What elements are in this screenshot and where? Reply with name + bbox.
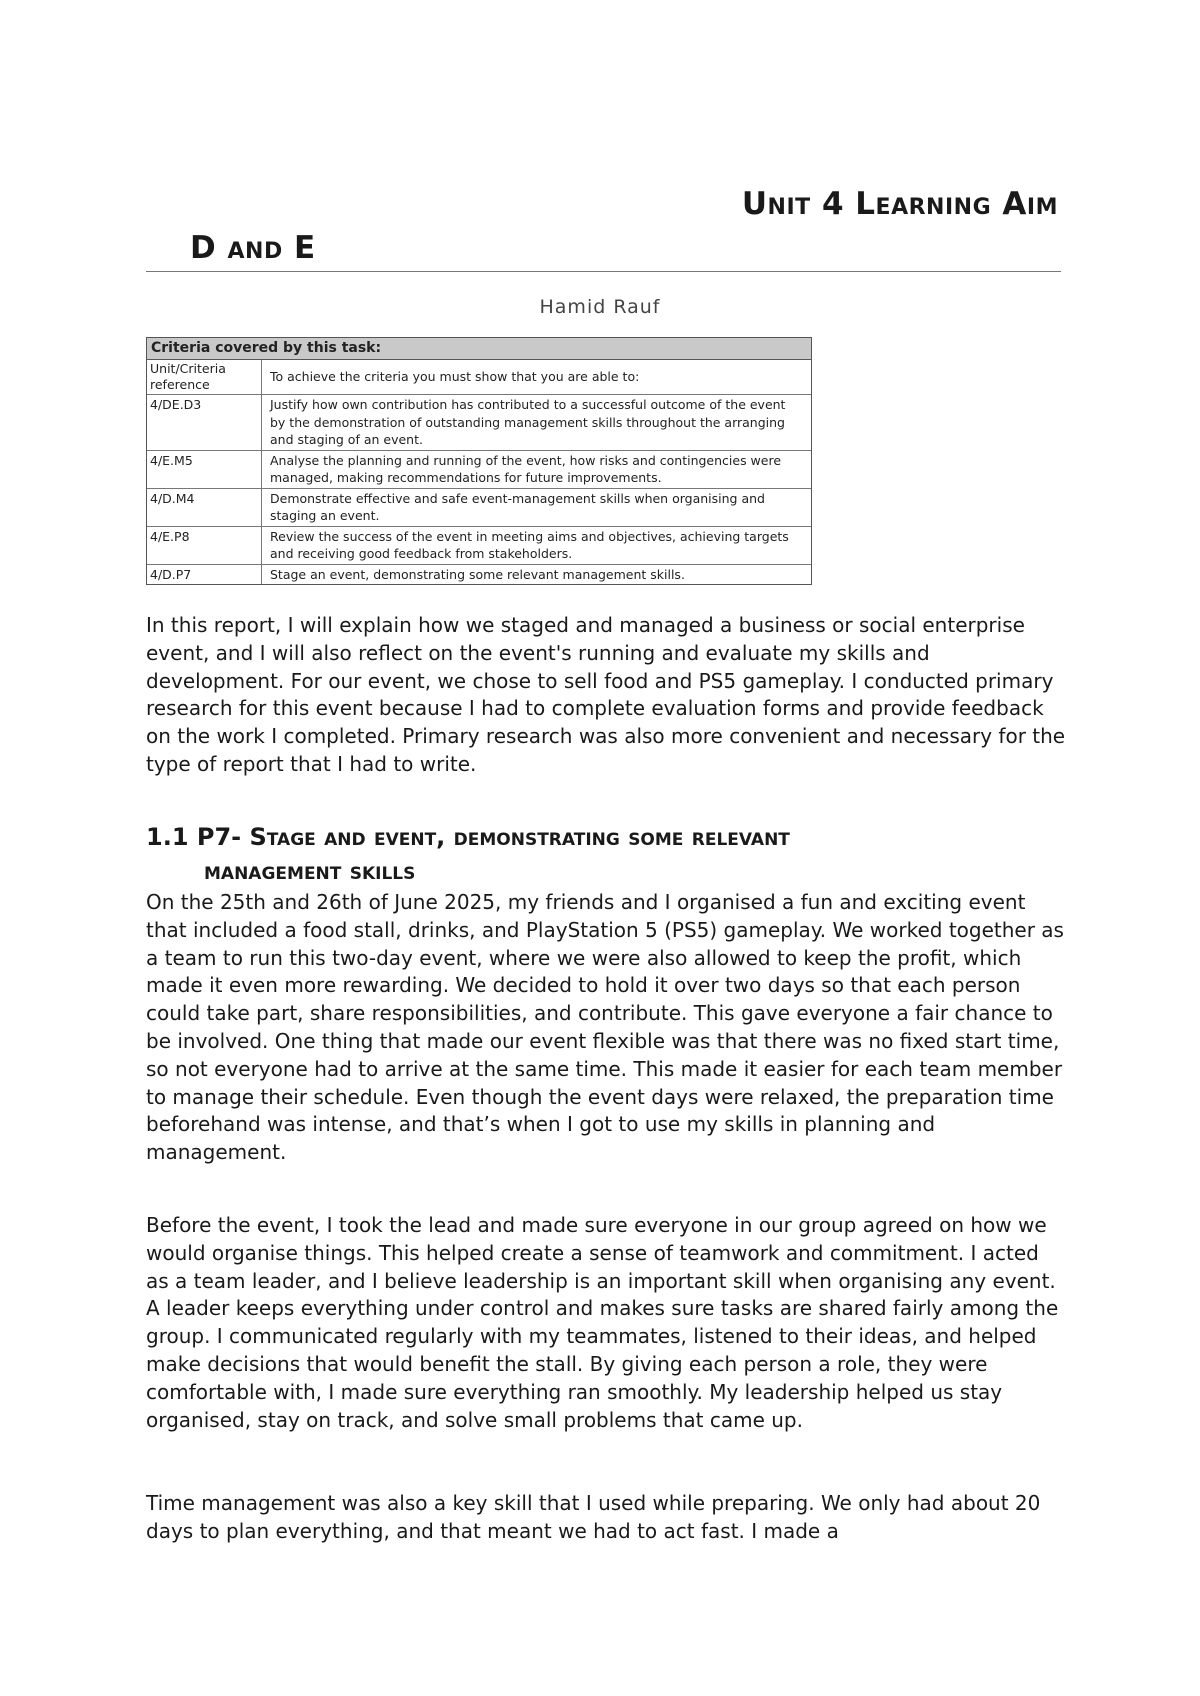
criteria-text: Analyse the planning and running of the event, how risks and contingencies were managed, making recommendations for future improvements. [270,452,782,485]
criteria-ref: 4/E.M5 [147,451,262,488]
criteria-row [147,527,811,565]
column-header-reference: Unit/Criteria reference [147,360,262,394]
document-title: Unit 4 Learning Aim [741,186,1058,222]
criteria-row [147,489,811,527]
section-heading [146,820,1046,888]
document-title-continued: D and E [190,230,316,266]
criteria-ref: 4/D.P7 [147,565,262,585]
criteria-text: Justify how own contribution has contributed to a successful outcome of the event by the demonstration of outstanding management skills throughout the arranging and staging of an event. [270,397,786,447]
criteria-row [147,451,811,489]
body-paragraph: Time management was also a key skill that I used while preparing. We only had about 20 days to plan everything, and that meant we had to act fast. I made a [146,1491,1041,1543]
criteria-table [146,337,812,585]
body-paragraph: Before the event, I took the lead and made sure everyone in our group agreed on how we would organise things. This helped create a sense of teamwork and commitment. I acted as a team leader, and I believe leadership is an important skill when organising any event. A leader keeps everything under control and makes sure tasks are shared fairly among the group. I communicated regularly with my teammates, listened to their ideas, and helped make decisions that would benefit the stall. By giving each person a role, they were comfortable with, I made sure everything ran smoothly. My leadership helped us stay organised, stay on track, and solve small problems that came up. [146,1213,1059,1432]
criteria-column-headers [147,360,811,395]
criteria-row [147,565,811,585]
criteria-ref: 4/DE.D3 [147,395,262,450]
criteria-ref: 4/E.P8 [147,527,262,564]
title-divider [146,271,1061,272]
author-name: Hamid Rauf [539,296,661,318]
criteria-table-header: Criteria covered by this task: [147,338,811,360]
column-header-criteria: To achieve the criteria you must show that you are able to: [270,369,640,385]
criteria-text: Review the success of the event in meeting aims and objectives, achieving targets and receiving good feedback from stakeholders. [270,528,789,561]
criteria-text: Demonstrate effective and safe event-management skills when organising and staging an event. [270,490,765,523]
criteria-text: Stage an event, demonstrating some relevant management skills. [270,566,685,582]
section-heading-line1: 1.1 P7- Stage and event, demonstrating some relevant [146,823,790,851]
section-heading-line2: management skills [204,857,416,885]
criteria-ref: 4/D.M4 [147,489,262,526]
criteria-row [147,395,811,451]
intro-paragraph: In this report, I will explain how we staged and managed a business or social enterprise event, and I will also reflect on the event's running and evaluate my skills and development. For our event, we chose to sell food and PS5 gameplay. I conducted primary research for this event because I had to complete evaluation forms and provide feedback on the work I completed. Primary research was also more convenient and necessary for the type of report that I had to write. [146,613,1066,776]
body-paragraph: On the 25th and 26th of June 2025, my friends and I organised a fun and exciting event that included a food stall, drinks, and PlayStation 5 (PS5) gameplay. We worked together as a team to run this two-day event, where we were also allowed to keep the profit, which made it even more rewarding. We decided to hold it over two days so that each person could take part, share responsibilities, and contribute. This gave everyone a fair chance to be involved. One thing that made our event flexible was that there was no fixed start time, so not everyone had to arrive at the same time. This made it easier for each team member to manage their schedule. Even though the event days were relaxed, the preparation time beforehand was intense, and that’s when I got to use my skills in planning and management. [146,890,1064,1165]
